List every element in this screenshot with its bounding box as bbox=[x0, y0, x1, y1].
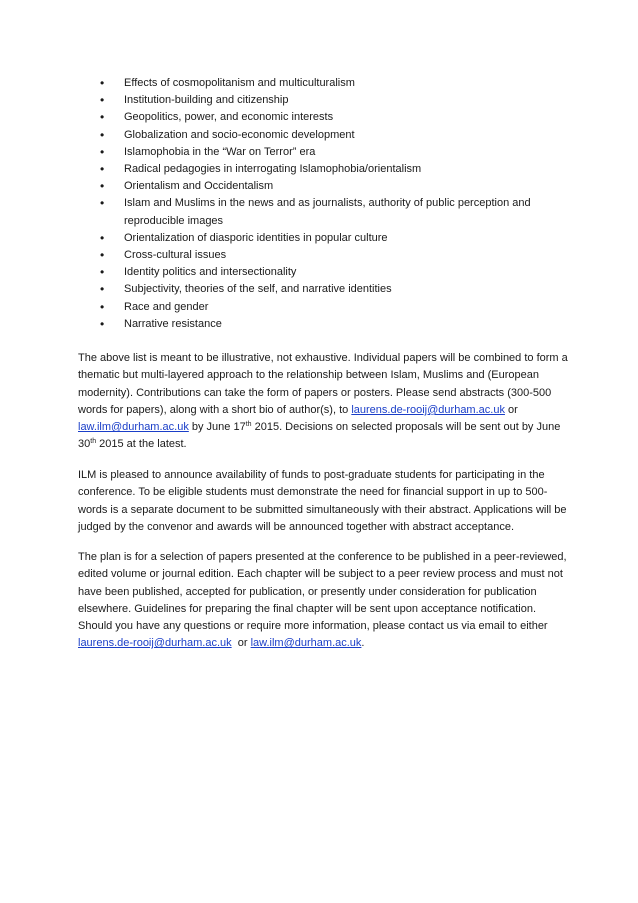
bullet-icon: • bbox=[100, 127, 105, 142]
submission-text-2: or bbox=[504, 403, 518, 416]
bullet-icon: • bbox=[100, 76, 105, 90]
list-item-text: Cross-cultural issues bbox=[124, 249, 227, 262]
bullet-icon: • bbox=[100, 299, 105, 314]
publication-text-3: . bbox=[361, 637, 365, 650]
list-item bbox=[0, 281, 638, 298]
list-item bbox=[0, 299, 638, 316]
ordinal-suffix-1: th bbox=[245, 421, 252, 429]
email-link-de-rooij-2[interactable]: laurens.de-rooij@durham.ac.uk bbox=[78, 637, 232, 650]
list-item bbox=[0, 230, 638, 247]
list-item bbox=[0, 109, 638, 126]
list-item bbox=[0, 144, 638, 161]
list-item-text: Institution-building and citizenship bbox=[124, 94, 289, 107]
submission-paragraph bbox=[78, 350, 568, 454]
list-item-text: Globalization and socio-economic development bbox=[124, 128, 355, 141]
list-item bbox=[0, 316, 638, 333]
list-item-text: Race and gender bbox=[124, 300, 209, 313]
bullet-icon: • bbox=[100, 179, 105, 194]
list-item-text: Effects of cosmopolitanism and multiculturalism bbox=[124, 77, 355, 89]
list-item-text: Identity politics and intersectionality bbox=[124, 266, 297, 279]
list-item bbox=[0, 127, 638, 144]
bullet-icon: • bbox=[100, 110, 105, 125]
list-item-text: Islamophobia in the “War on Terror” era bbox=[124, 145, 316, 158]
list-item-text: Islam and Muslims in the news and as journalists, authority of public perception and reproducible images bbox=[124, 197, 531, 227]
list-item-text: Radical pedagogies in interrogating Islamophobia/orientalism bbox=[124, 163, 422, 176]
bullet-icon: • bbox=[100, 162, 105, 177]
submission-text-1: The above list is meant to be illustrative, not exhaustive. Individual papers will be combined to form a thematic but multi-layered approach to the relationship between Islam, Muslims and (European modernity). Contributions can take the form of papers or posters. Please send abstracts (300-500 words for papers), along with a short bio of author(s), to bbox=[78, 352, 568, 416]
list-item bbox=[0, 75, 638, 92]
bullet-icon: • bbox=[100, 230, 105, 245]
publication-text-1: The plan is for a selection of papers presented at the conference to be published in a peer-reviewed, edited volume or journal edition. Each chapter will be subject to a peer review process and must not have been published, accepted for publication, or presently under consideration for publication elsewhere. Guidelines for preparing the final chapter will be sent upon acceptance notification. Should you have any questions or require more information, please contact us via email to either bbox=[78, 551, 567, 633]
publication-text-2: or bbox=[231, 637, 251, 650]
bullet-icon: • bbox=[100, 196, 105, 211]
email-link-ilm-2[interactable]: law.ilm@durham.ac.uk bbox=[250, 637, 362, 650]
list-item-text: Orientalism and Occidentalism bbox=[124, 180, 274, 193]
submission-text-4: 2015. Decisions on selected proposals will be sent out by June 30 bbox=[78, 421, 561, 451]
bullet-icon: • bbox=[100, 248, 105, 263]
list-item-text: Geopolitics, power, and economic interests bbox=[124, 111, 334, 124]
submission-text-5: 2015 at the latest. bbox=[96, 438, 187, 451]
list-item bbox=[0, 92, 638, 109]
topic-list bbox=[0, 75, 638, 333]
bullet-icon: • bbox=[100, 93, 105, 108]
submission-text-3: by June 17 bbox=[188, 421, 246, 434]
bullet-icon: • bbox=[100, 265, 105, 280]
email-link-de-rooij[interactable]: laurens.de-rooij@durham.ac.uk bbox=[351, 403, 505, 416]
list-item bbox=[0, 195, 638, 229]
bullet-icon: • bbox=[100, 144, 105, 159]
publication-paragraph bbox=[78, 549, 568, 653]
list-item bbox=[0, 247, 638, 264]
list-item-text: Orientalization of diasporic identities in popular culture bbox=[124, 231, 388, 244]
list-item bbox=[0, 161, 638, 178]
list-item-text: Subjectivity, theories of the self, and narrative identities bbox=[124, 283, 392, 296]
bullet-icon: • bbox=[100, 316, 105, 331]
list-item-text: Narrative resistance bbox=[124, 317, 222, 330]
funding-paragraph: ILM is pleased to announce availability of funds to post-graduate students for participating in the conference. To be eligible students must demonstrate the need for financial support in up to 500-words is a separate document to be submitted simultaneously with their abstract. Applications will be judged by the convenor and awards will be announced together with abstract acceptance. bbox=[78, 469, 567, 533]
list-item bbox=[0, 178, 638, 195]
list-item bbox=[0, 264, 638, 281]
email-link-ilm[interactable]: law.ilm@durham.ac.uk bbox=[78, 421, 189, 434]
bullet-icon: • bbox=[100, 282, 105, 297]
ordinal-suffix-2: th bbox=[90, 438, 97, 446]
